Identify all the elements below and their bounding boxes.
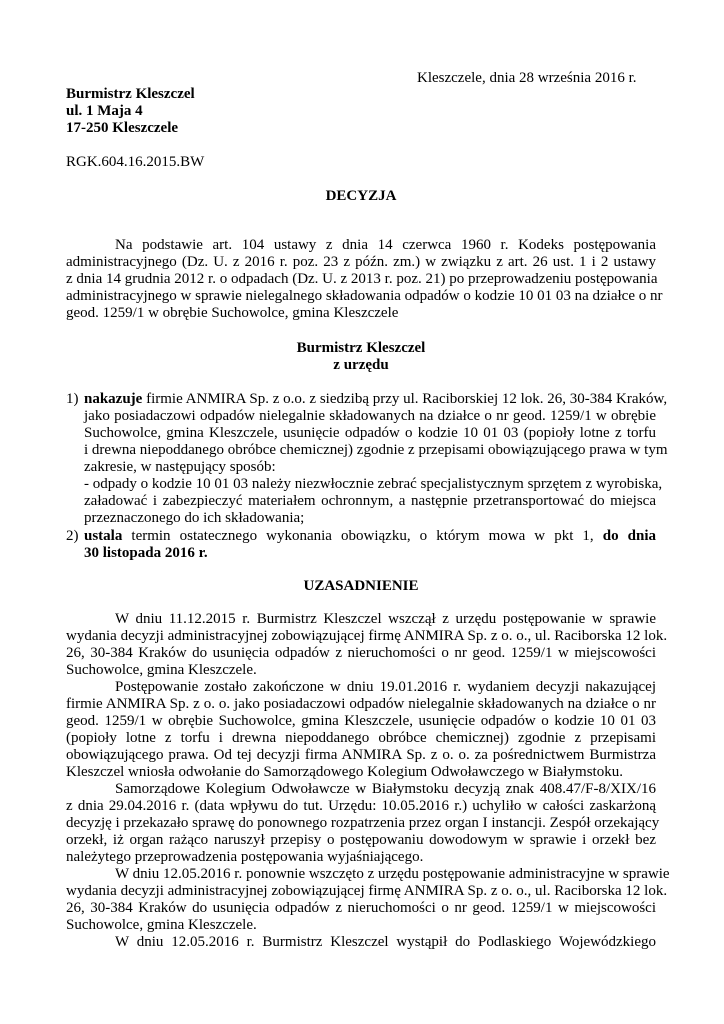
justification-line: należytego przeprowadzenia postępowania wyjaśniającego.	[66, 849, 424, 865]
justification-line: Samorządowe Kolegium Odwoławcze w Białymstoku decyzją znak 408.47/F-8/XIX/16	[115, 781, 656, 797]
intro-line: geod. 1259/1 w obrębie Suchowolce, gmina Kleszczele	[66, 305, 399, 321]
justification-line: Kleszczel wniosła odwołanie do Samorządowego Kolegium Odwoławczego w Białymstoku.	[66, 764, 623, 780]
deadline-label: do dnia	[602, 528, 656, 544]
justification-line: obowiązującego prawa. Od tej decyzji firma ANMIRA Sp. z o. o. za pośrednictwem Burmistrza	[66, 747, 656, 763]
reference-number: RGK.604.16.2015.BW	[66, 154, 205, 170]
order-verb: ustala	[84, 528, 123, 544]
justification-line: wydania decyzji administracyjnej zobowiązującej firmę ANMIRA Sp. z o. o., ul. Raciborska 12 lok.	[66, 883, 668, 899]
intro-line: z dnia 14 grudnia 2012 r. o odpadach (Dz. U. z 2013 r. poz. 21) po przeprowadzeniu postępowania	[66, 271, 658, 287]
justification-line: W dniu 11.12.2015 r. Burmistrz Kleszczel wszczął z urzędu postępowanie w sprawie	[115, 611, 656, 627]
order-line: - odpady o kodzie 10 01 03 należy niezwłocznie zebrać specjalistycznym sprzętem z wyrobiska,	[84, 476, 663, 492]
justification-line: firmie ANMIRA Sp. z o. o. jako posiadaczowi odpadów nielegalnie składowanych na działce o nr	[66, 696, 656, 712]
justification-line: 26, 30-384 Kraków do usunięcia odpadów z nieruchomości o nr geod. 1259/1 w miejscowości	[66, 645, 656, 661]
sender-city: 17-250 Kleszczele	[66, 120, 179, 136]
place-date: Kleszczele, dnia 28 września 2016 r.	[417, 70, 637, 86]
document-title: DECYZJA	[325, 188, 397, 204]
justification-line: wydania decyzji administracyjnej zobowiązującej firmę ANMIRA Sp. z o. o., ul. Raciborska 12 lok.	[66, 628, 668, 644]
justification-line: geod. 1259/1 w obrębie Suchowolce, gmina Kleszczele, usunięcie odpadów o kodzie 10 01 03	[66, 713, 656, 729]
sender-street: ul. 1 Maja 4	[66, 103, 143, 119]
authority-name: Burmistrz Kleszczel	[296, 340, 426, 356]
justification-title: UZASADNIENIE	[303, 578, 419, 594]
justification-line: Suchowolce, gmina Kleszczele.	[66, 662, 257, 678]
justification-line: orzekł, iż organ rażąco naruszył przepisy o postępowaniu dowodowym w sprawie i orzekł bez	[66, 832, 656, 848]
justification-line: W dniu 12.05.2016 r. ponownie wszczęto z urzędu postępowanie administracyjne w sprawie	[115, 866, 670, 882]
justification-line: W dniu 12.05.2016 r. Burmistrz Kleszczel wystąpił do Podlaskiego Wojewódzkiego	[115, 934, 656, 950]
order-line: Suchowolce, gmina Kleszczele, usunięcie odpadów o kodzie 10 01 03 (popioły lotne z torfu	[84, 425, 656, 441]
order-line: i drewna niepoddanego obróbce chemicznej) zgodnie z przepisami obowiązującego prawa w tym	[84, 442, 668, 458]
justification-line: Suchowolce, gmina Kleszczele.	[66, 917, 257, 933]
intro-line: Na podstawie art. 104 ustawy z dnia 14 czerwca 1960 r. Kodeks postępowania	[115, 237, 656, 253]
justification-line: z dnia 29.04.2016 r. (data wpływu do tut. Urzędu: 10.05.2016 r.) uchyliło w całości zaskarżoną	[66, 798, 656, 814]
deadline-date: 30 listopada 2016 r.	[84, 545, 208, 561]
order-point-number: 2)	[66, 528, 79, 544]
justification-line: decyzję i przekazało sprawę do ponownego rozpatrzenia przez organ I instancji. Zespół orzekający	[66, 815, 660, 831]
order-text: termin ostatecznego wykonania obowiązku, o którym mowa w pkt 1,	[122, 528, 603, 544]
order-verb: nakazuje	[84, 391, 143, 407]
authority-mode: z urzędu	[333, 357, 389, 373]
justification-line: (popioły lotne z torfu i drewna niepoddanego obróbce chemicznej) zgodnie z przepisami	[66, 730, 656, 746]
order-line: jako posiadaczowi odpadów nielegalnie składowanych na działce o nr geod. 1259/1 w obrębie	[84, 408, 656, 424]
order-line: zakresie, w następujący sposób:	[84, 459, 276, 475]
intro-line: administracyjnego w sprawie nielegalnego składowania odpadów o kodzie 10 01 03 na działce o nr	[66, 288, 663, 304]
order-point-2-first-line	[84, 528, 656, 545]
order-point-1-first-line	[84, 391, 668, 408]
order-point-number: 1)	[66, 391, 79, 407]
justification-line: 26, 30-384 Kraków do usunięcia odpadów z nieruchomości o nr geod. 1259/1 w miejscowości	[66, 900, 656, 916]
justification-line: Postępowanie zostało zakończone w dniu 19.01.2016 r. wydaniem decyzji nakazującej	[115, 679, 656, 695]
intro-line: administracyjnego (Dz. U. z 2016 r. poz. 23 z późn. zm.) w związku z art. 26 ust. 1 i 2 ustawy	[66, 254, 656, 270]
order-line: przeznaczonego do ich składowania;	[84, 510, 305, 526]
order-line: załadować i zabezpieczyć materiałem ochronnym, a następnie przetransportować do miejsca	[84, 493, 656, 509]
sender-name: Burmistrz Kleszczel	[66, 86, 195, 102]
order-text: firmie ANMIRA Sp. z o.o. z siedzibą przy ul. Raciborskiej 12 lok. 26, 30-384 Kraków,	[142, 391, 668, 407]
